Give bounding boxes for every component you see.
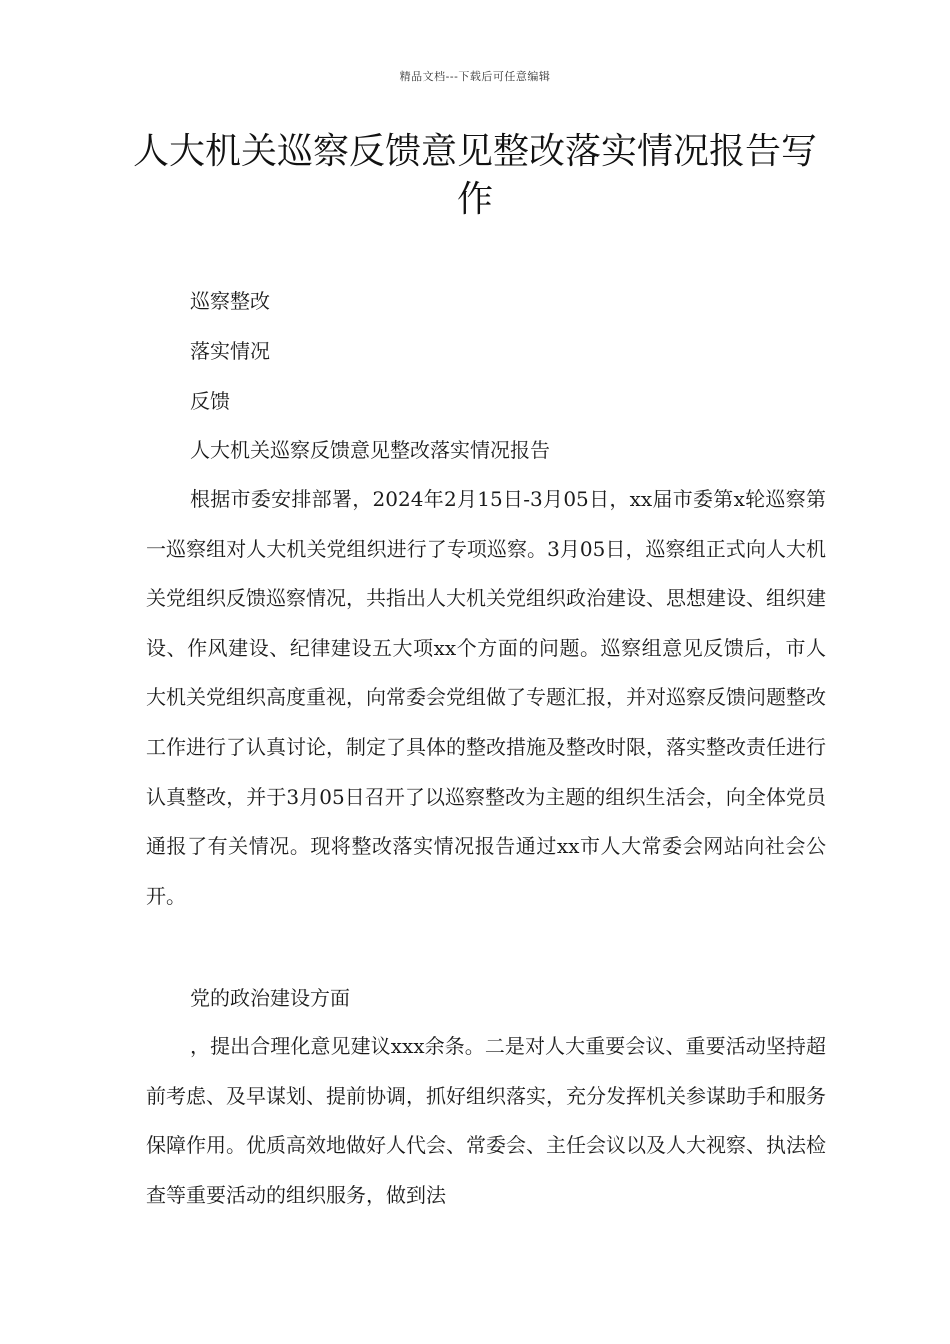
keyword-3: 反馈 (190, 389, 230, 413)
document-subtitle: 人大机关巡察反馈意见整改落实情况报告 (190, 438, 550, 462)
body-paragraph-2: ，提出合理化意见建议xxx余条。二是对人大重要会议、重要活动坚持超前考虑、及早谋划、提前协调，抓好组织落实，充分发挥机关参谋助手和服务保障作用。优质高效地做好人代会、常委会、主任会议以及人大视察、执法检查等重要活动的组织服务，做到法 (146, 1034, 826, 1207)
keyword-2: 落实情况 (190, 339, 270, 363)
section-heading: 党的政治建设方面 (190, 986, 350, 1010)
keyword-1: 巡察整改 (190, 289, 270, 313)
document-title: 人大机关巡察反馈意见整改落实情况报告写作 (132, 131, 817, 220)
header-note: 精品文档---下载后可任意编辑 (399, 70, 551, 83)
body-paragraph-1: 根据市委安排部署，2024年2月15日-3月05日，xx届市委第x轮巡察第一巡察组对人大机关党组织进行了专项巡察。3月05日，巡察组正式向人大机关党组织反馈巡察情况，共指出人大机关党组织政治建设、思想建设、组织建设、作风建设、纪律建设五大项xx个方面的问题。巡察组意见反馈后，市人大机关党组织高度重视，向常委会党组做了专题汇报，并对巡察反馈问题整改工作进行了认真讨论，制定了具体的整改措施及整改时限，落实整改责任进行认真整改，并于3月05日召开了以巡察整改为主题的组织生活会，向全体党员通报了有关情况。现将整改落实情况报告通过xx市人大常委会网站向社会公开。 (146, 487, 826, 908)
